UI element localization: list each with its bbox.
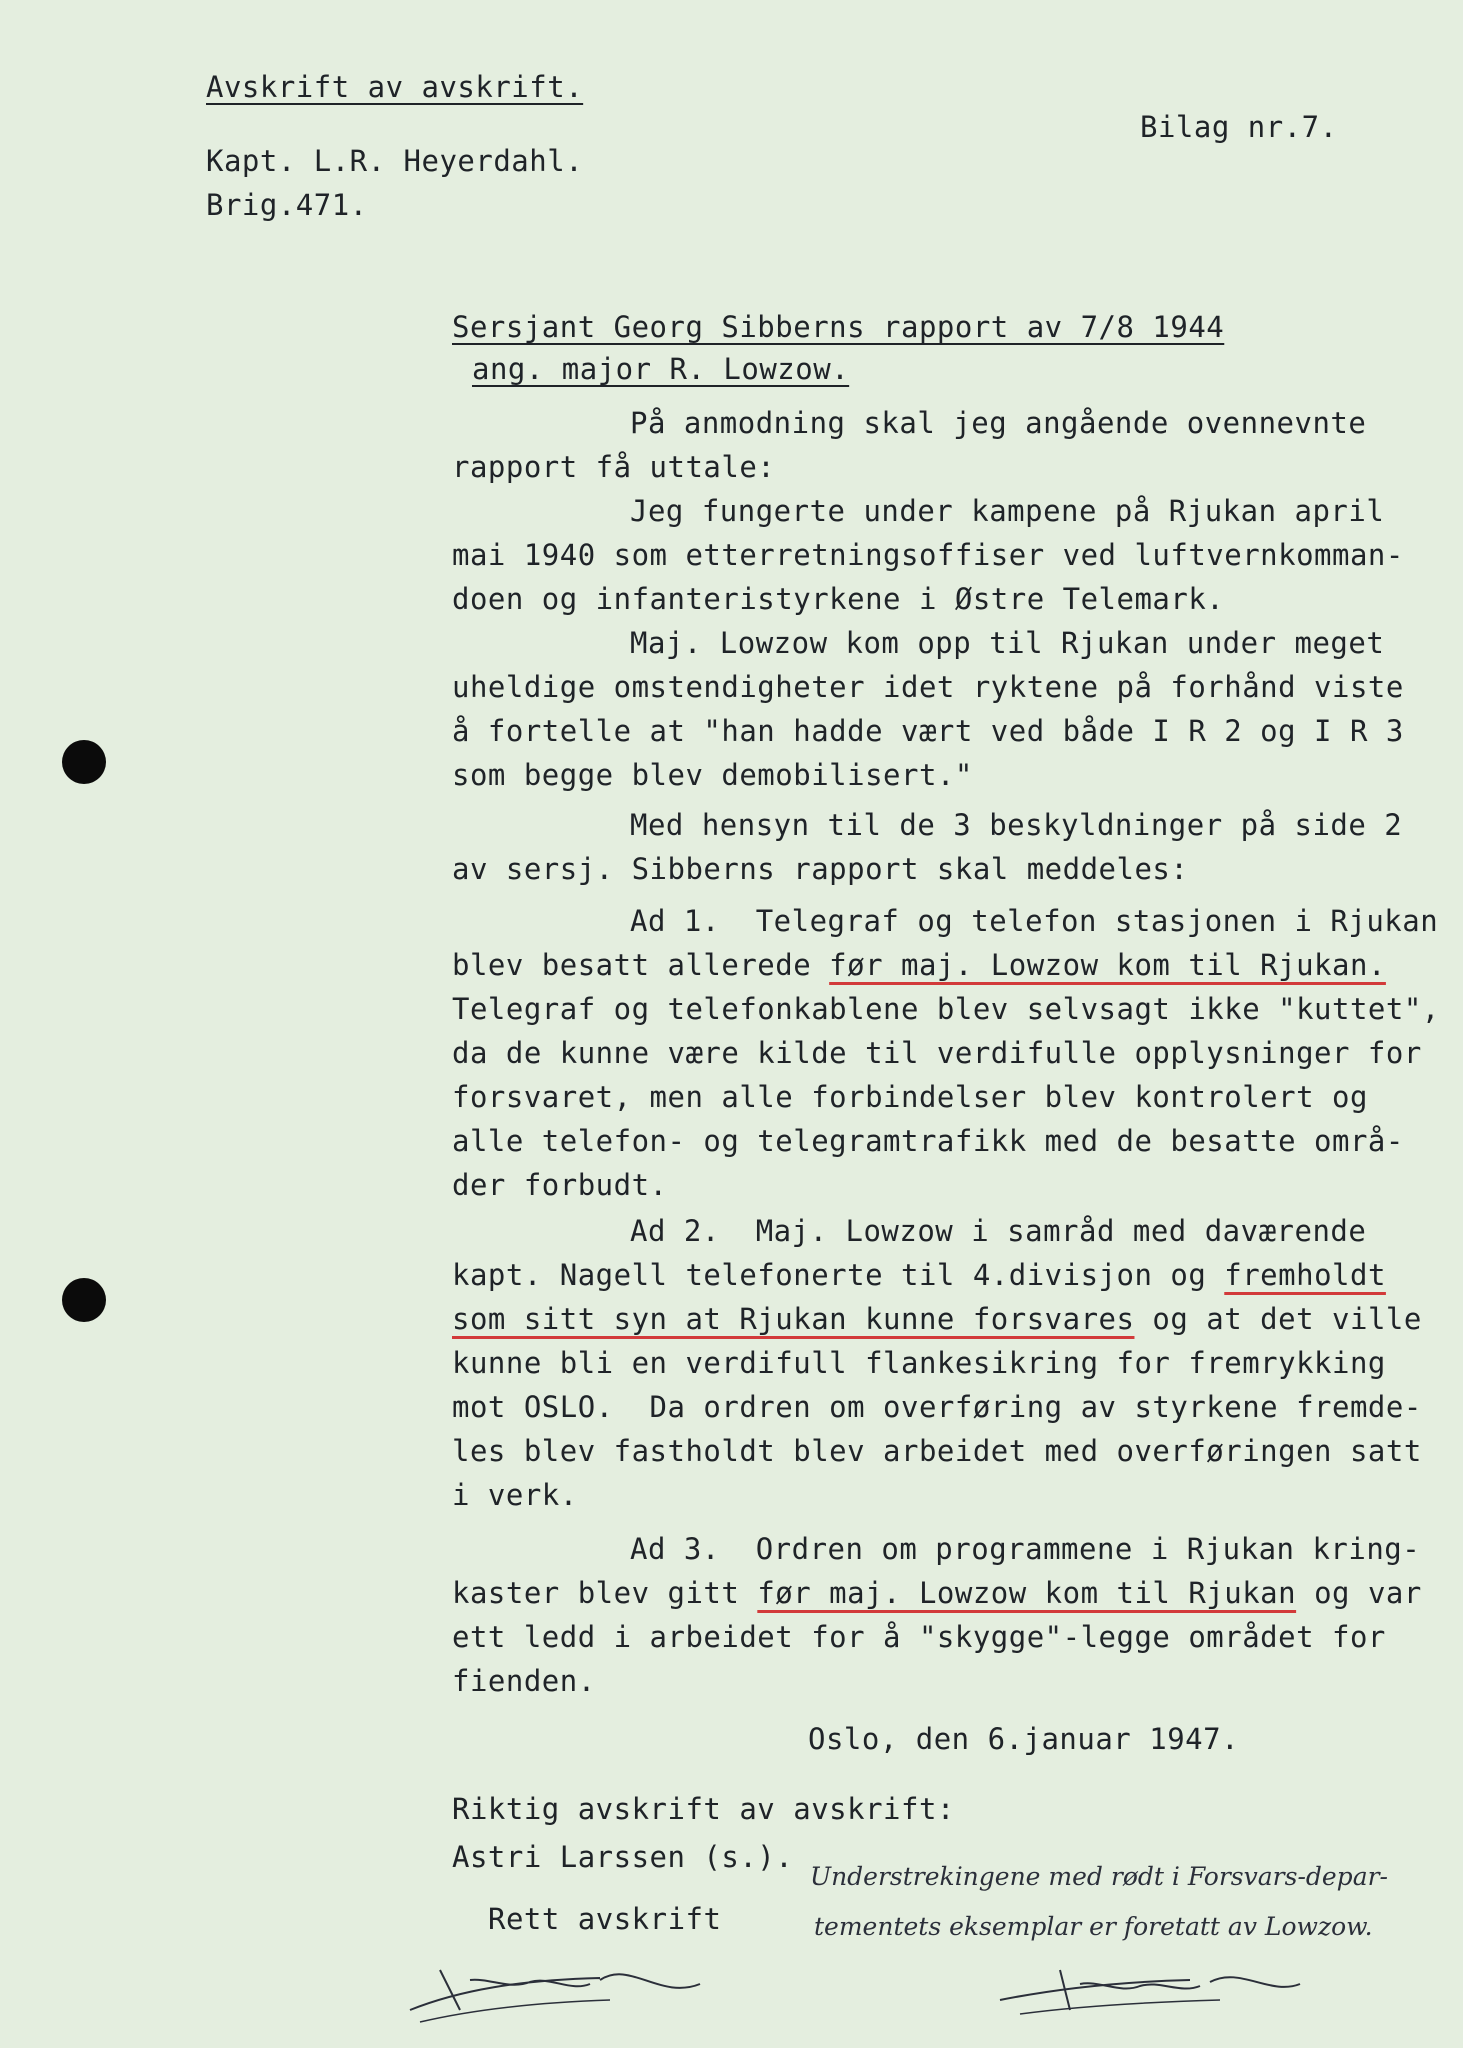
body-line: å fortelle at "han hadde vært ved både I R 2 og I R 3 — [452, 714, 1404, 748]
body-line: forsvaret, men alle forbindelser blev kontrolert og — [452, 1080, 1368, 1114]
punch-hole-bottom — [62, 1278, 106, 1322]
body-line: les blev fastholdt blev arbeidet med overføringen satt — [452, 1434, 1422, 1468]
red-underlined-text: før maj. Lowzow kom til Rjukan. — [829, 948, 1386, 982]
body-line: av sersj. Sibberns rapport skal meddeles: — [452, 852, 1189, 886]
body-line — [452, 1302, 1422, 1336]
place-date: Oslo, den 6.januar 1947. — [808, 1722, 1240, 1756]
body-line: rapport få uttale: — [452, 450, 776, 484]
bilag-number: Bilag nr.7. — [1140, 110, 1338, 144]
red-underlined-text: som sitt syn at Rjukan kunne forsvares — [452, 1302, 1135, 1336]
signature-right — [990, 1950, 1310, 2030]
plain-text: kapt. Nagell telefonerte til 4.divisjon og — [452, 1258, 1225, 1292]
body-line: som begge blev demobilisert." — [452, 758, 973, 792]
plain-text: og at det ville — [1134, 1302, 1422, 1336]
rett-avskrift: Rett avskrift — [488, 1902, 722, 1936]
body-line: der forbudt. — [452, 1168, 668, 1202]
body-line: På anmodning skal jeg angående ovennevnte — [630, 406, 1367, 440]
body-line — [452, 1576, 1422, 1610]
body-line: alle telefon- og telegramtrafikk med de besatte områ- — [452, 1124, 1404, 1158]
body-line: Ad 3. Ordren om programmene i Rjukan kring- — [630, 1532, 1421, 1566]
subject-line-1: Sersjant Georg Sibberns rapport av 7/8 1944 — [452, 310, 1225, 344]
sender-unit: Brig.471. — [206, 188, 368, 222]
body-line: ett ledd i arbeidet for å "skygge"-legge området for — [452, 1620, 1386, 1654]
body-line: Med hensyn til de 3 beskyldninger på side 2 — [630, 808, 1403, 842]
body-line: mai 1940 som etterretningsoffiser ved luftvernkomman- — [452, 538, 1404, 572]
body-line: Jeg fungerte under kampene på Rjukan april — [630, 494, 1385, 528]
body-line: Maj. Lowzow kom opp til Rjukan under meget — [630, 626, 1385, 660]
subject-line-2: ang. major R. Lowzow. — [472, 352, 850, 386]
body-line: doen og infanteristyrkene i Østre Telemark. — [452, 582, 1225, 616]
body-line: da de kunne være kilde til verdifulle opplysninger for — [452, 1036, 1422, 1070]
body-line — [452, 1258, 1386, 1292]
handwritten-note-line-2: tementets eksemplar er foretatt av Lowzow. — [814, 1912, 1373, 1941]
plain-text: kaster blev gitt — [452, 1576, 758, 1610]
body-line — [452, 948, 1386, 982]
red-underlined-text: før maj. Lowzow kom til Rjukan — [757, 1576, 1297, 1610]
signed-name: Astri Larssen (s.). — [452, 1840, 794, 1874]
body-line: mot OSLO. Da ordren om overføring av styrkene fremde- — [452, 1390, 1422, 1424]
plain-text: og var — [1296, 1576, 1422, 1610]
body-line: fienden. — [452, 1664, 596, 1698]
body-line: Ad 2. Maj. Lowzow i samråd med daværende — [630, 1214, 1367, 1248]
red-underlined-text: fremholdt — [1224, 1258, 1386, 1292]
plain-text: blev besatt allerede — [452, 948, 830, 982]
body-line: Ad 1. Telegraf og telefon stasjonen i Rjukan — [630, 904, 1439, 938]
body-line: kunne bli en verdifull flankesikring for fremrykking — [452, 1346, 1386, 1380]
body-line: uheldige omstendigheter idet ryktene på forhånd viste — [452, 670, 1404, 704]
sender-name: Kapt. L.R. Heyerdahl. — [206, 144, 584, 178]
handwritten-note-line-1: Understrekingene med rødt i Forsvars-depar- — [810, 1862, 1388, 1891]
punch-hole-top — [62, 740, 106, 784]
body-line: Telegraf og telefonkablene blev selvsagt ikke "kuttet", — [452, 992, 1440, 1026]
certification-line: Riktig avskrift av avskrift: — [452, 1792, 955, 1826]
document-title: Avskrift av avskrift. — [206, 70, 584, 104]
body-line: i verk. — [452, 1478, 578, 1512]
signature-left — [400, 1950, 720, 2030]
